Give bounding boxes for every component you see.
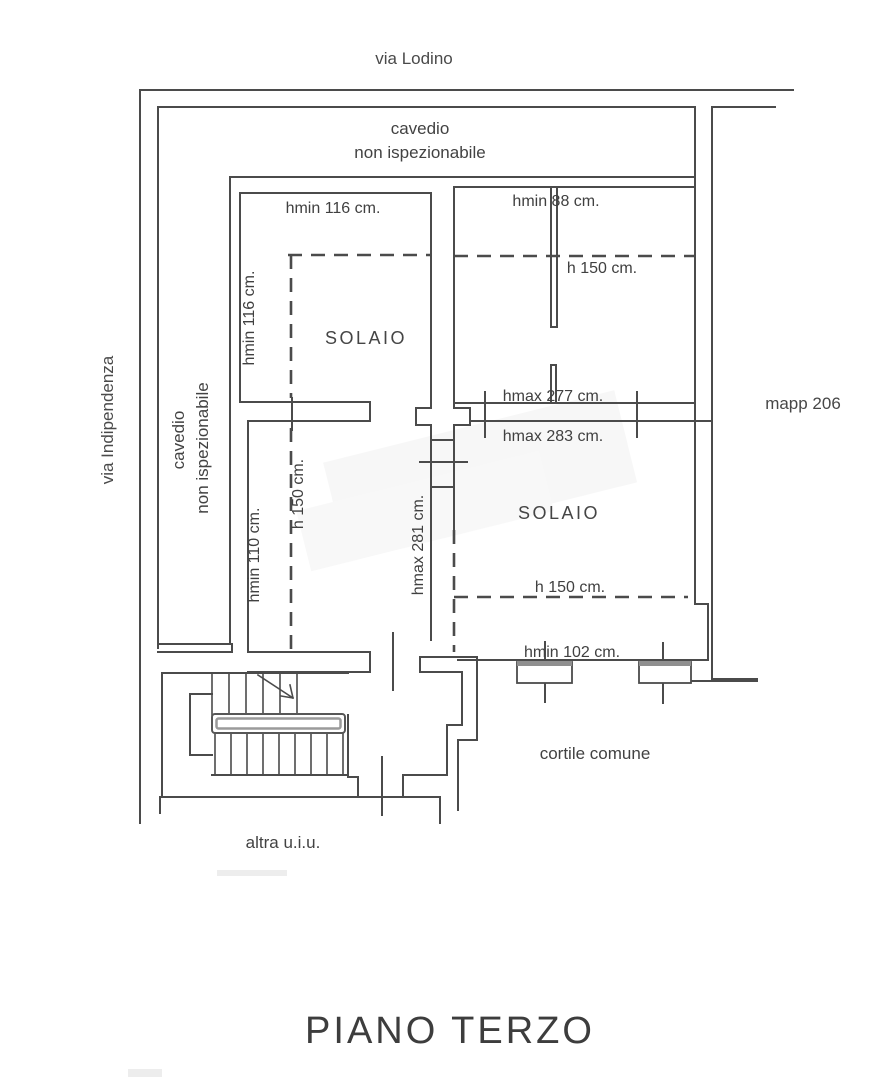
scan-watermark	[296, 390, 637, 571]
map-parcel-label: mapp 206	[765, 394, 841, 413]
stairwell-walls	[162, 673, 358, 797]
dim-upper-left-hmin-side: hmin 116 cm.	[241, 270, 258, 366]
dim-lower-left-h150: h 150 cm.	[290, 458, 307, 530]
cavedio-strip-walls	[158, 644, 232, 652]
stair-upper-flight	[212, 673, 297, 715]
unit-outline-walls	[230, 177, 695, 644]
dim-hmax-283: hmax 283 cm.	[502, 428, 604, 445]
dim-shaft-hmax-281: hmax 281 cm.	[410, 494, 427, 596]
floor-title: PIANO TERZO	[305, 1010, 595, 1052]
labels	[98, 49, 841, 1052]
courtyard-windows	[517, 661, 691, 683]
dim-lower-right-h150: h 150 cm.	[534, 579, 606, 596]
area-label-courtyard: cortile comune	[539, 744, 651, 763]
street-label-left: via Indipendenza	[98, 355, 117, 485]
dim-upper-right-hmin: hmin 88 cm.	[512, 193, 600, 210]
dim-hmax-277: hmax 277 cm.	[502, 388, 604, 405]
room-label-solaio-upper: SOLAIO	[324, 328, 408, 348]
stair-handrail	[212, 714, 345, 733]
partition-stub-walls	[551, 187, 557, 403]
cavedio-top-label-line1: cavedio	[390, 119, 450, 138]
cavedio-top-label-line2: non ispezionabile	[354, 143, 486, 162]
stair-lower-flight	[215, 733, 343, 775]
area-label-other-unit: altra u.i.u.	[245, 833, 321, 852]
dim-lower-right-hmin: hmin 102 cm.	[523, 644, 621, 661]
scan-smudge	[217, 870, 287, 876]
dim-upper-right-h150: h 150 cm.	[566, 260, 638, 277]
window-sill	[517, 661, 572, 666]
room-label-solaio-lower: SOLAIO	[517, 503, 601, 523]
upper-left-room-walls	[240, 193, 431, 421]
street-label-top: via Lodino	[375, 49, 453, 68]
dim-lower-left-hmin: hmin 110 cm.	[246, 507, 263, 603]
cavedio-left-label-line1: cavedio	[169, 410, 188, 470]
scan-smudge-bottom	[128, 1069, 162, 1077]
dim-upper-left-hmin-top: hmin 116 cm.	[285, 200, 381, 217]
cavedio-left-label-line2: non ispezionabile	[193, 382, 212, 514]
window-sill	[639, 661, 691, 666]
upper-right-room-walls	[454, 187, 712, 421]
